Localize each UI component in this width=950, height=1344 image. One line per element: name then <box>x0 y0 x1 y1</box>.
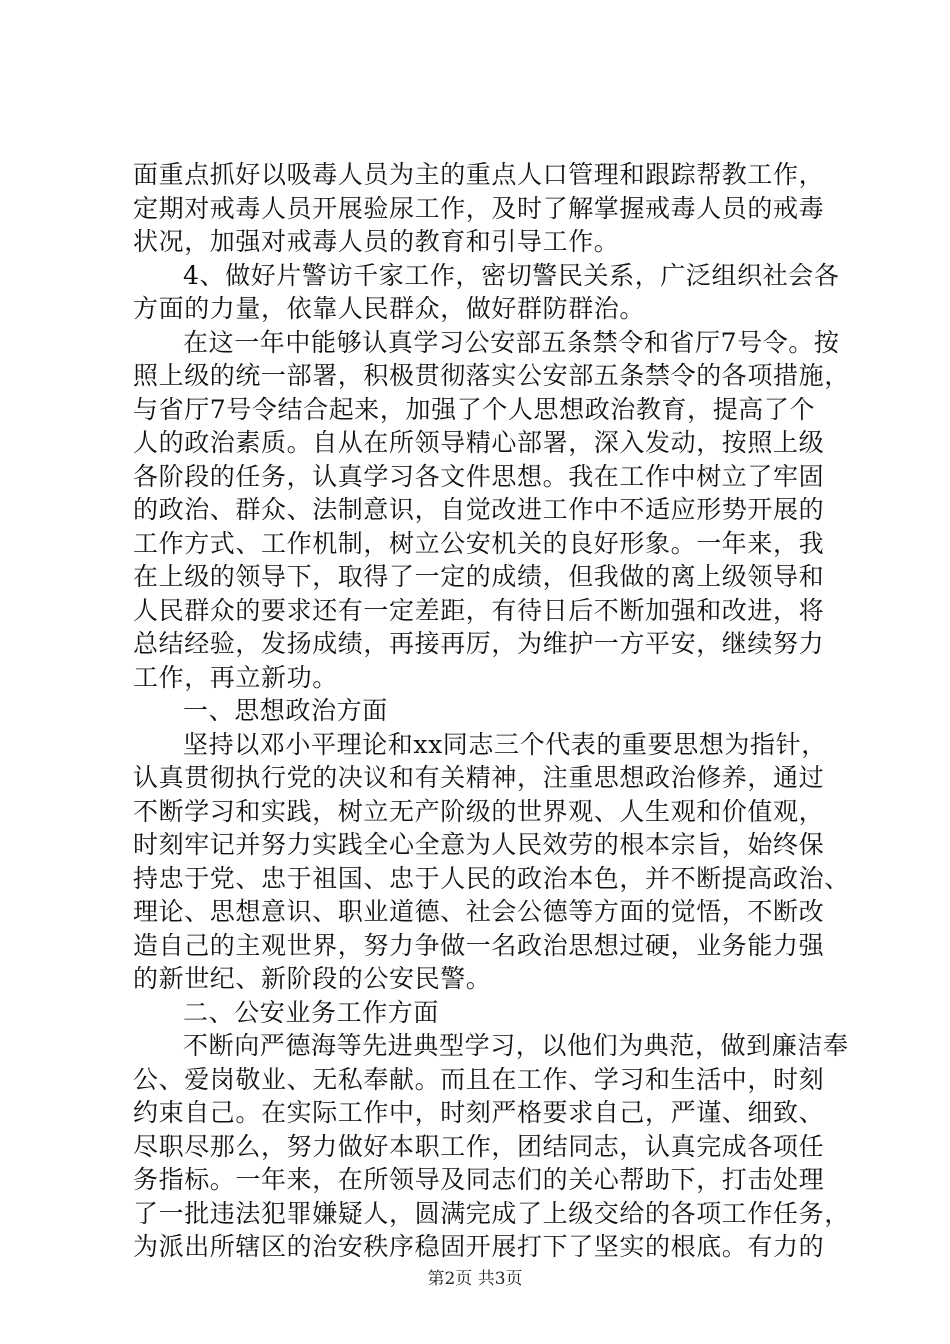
text-line: 二、公安业务工作方面 <box>183 997 440 1027</box>
text-line: 了一批违法犯罪嫌疑人，圆满完成了上级交给的各项工作任务， <box>133 1198 850 1228</box>
text-line: 人的政治素质。自从在所领导精心部署，深入发动，按照上级 <box>133 428 825 457</box>
text-line: 工作方式、工作机制，树立公安机关的良好形象。一年来，我 <box>133 528 825 558</box>
text-line: 坚持以邓小平理论和xx同志三个代表的重要思想为指针， <box>183 729 827 759</box>
text-line: 定期对戒毒人员开展验尿工作，及时了解掌握戒毒人员的戒毒 <box>133 193 825 223</box>
text-line: 的政治、群众、法制意识，自觉改进工作中不适应形势开展的 <box>133 495 825 524</box>
text-line: 公、爱岗敬业、无私奉献。而且在工作、学习和生活中，时刻 <box>133 1064 825 1094</box>
page-number-footer: 第2页 共3页 <box>427 1269 523 1289</box>
text-line: 一、思想政治方面 <box>183 696 388 725</box>
text-line: 持忠于党、忠于祖国、忠于人民的政治本色，并不断提高政治、 <box>133 863 850 893</box>
text-line: 的新世纪、新阶段的公安民警。 <box>133 964 492 993</box>
text-line: 为派出所辖区的治安秩序稳固开展打下了坚实的根底。有力的 <box>133 1232 825 1261</box>
text-line: 在上级的领导下，取得了一定的成绩，但我做的离上级领导和 <box>133 562 825 591</box>
text-line: 面重点抓好以吸毒人员为主的重点人口管理和跟踪帮教工作， <box>133 160 825 189</box>
text-line: 不断向严德海等先进典型学习，以他们为典范，做到廉洁奉 <box>183 1031 849 1060</box>
text-line: 尽职尽那么，努力做好本职工作，团结同志，认真完成各项任 <box>133 1131 825 1161</box>
text-line: 造自己的主观世界，努力争做一名政治思想过硬，业务能力强 <box>133 930 825 960</box>
text-line: 理论、思想意识、职业道德、社会公德等方面的觉悟，不断改 <box>133 897 825 926</box>
text-line: 人民群众的要求还有一定差距，有待日后不断加强和改进，将 <box>133 595 825 625</box>
text-line: 各阶段的任务，认真学习各文件思想。我在工作中树立了牢固 <box>133 461 825 491</box>
text-line: 工作，再立新功。 <box>133 662 338 692</box>
text-line: 不断学习和实践，树立无产阶级的世界观、人生观和价值观， <box>133 796 825 826</box>
text-line: 照上级的统一部署，积极贯彻落实公安部五条禁令的各项措施， <box>133 361 850 390</box>
text-line: 状况，加强对戒毒人员的教育和引导工作。 <box>133 227 620 256</box>
text-line: 4、做好片警访千家工作，密切警民关系，广泛组织社会各 <box>183 260 840 290</box>
text-line: 务指标。一年来，在所领导及同志们的关心帮助下，打击处理 <box>133 1165 825 1194</box>
text-line: 认真贯彻执行党的决议和有关精神，注重思想政治修养，通过 <box>133 763 825 792</box>
text-line: 在这一年中能够认真学习公安部五条禁令和省厅7号令。按 <box>183 327 840 357</box>
text-line: 时刻牢记并努力实践全心全意为人民效劳的根本宗旨，始终保 <box>133 830 825 859</box>
text-line: 与省厅7号令结合起来，加强了个人思想政治教育，提高了个 <box>133 394 816 424</box>
text-line: 方面的力量，依靠人民群众，做好群防群治。 <box>133 294 646 323</box>
text-line: 总结经验，发扬成绩，再接再厉，为维护一方平安，继续努力 <box>133 629 825 658</box>
text-line: 约束自己。在实际工作中，时刻严格要求自己，严谨、细致、 <box>133 1098 825 1127</box>
document-body <box>133 158 850 1264</box>
